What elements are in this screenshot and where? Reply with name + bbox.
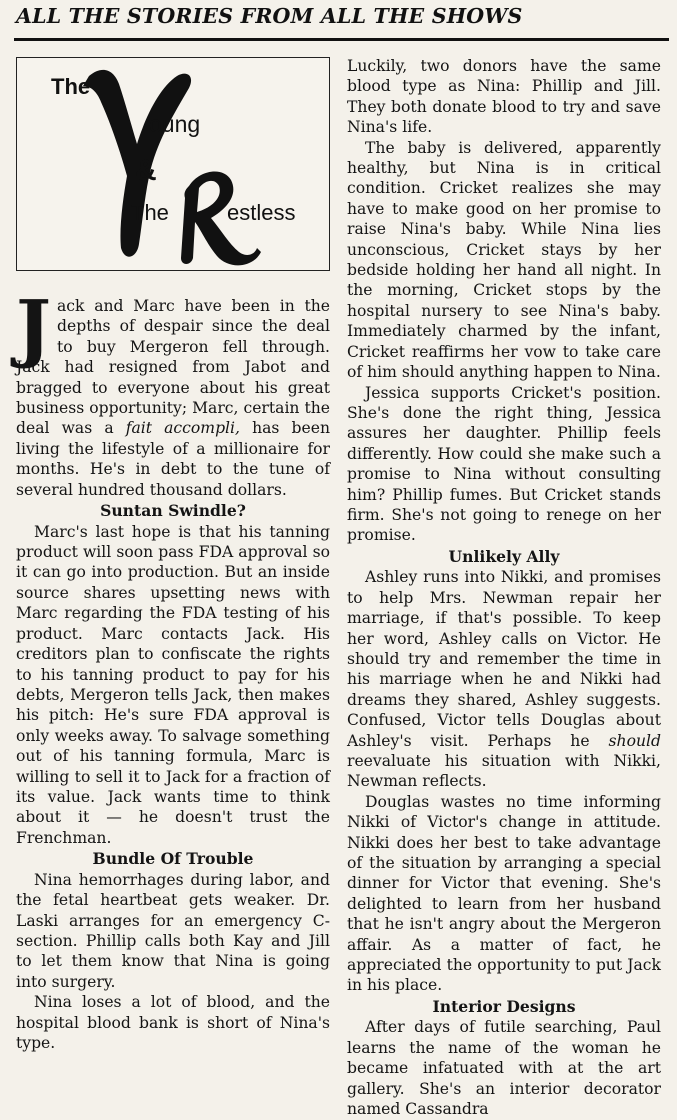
ally-text-after: reevaluate his situation with Nikki, Newman reflects. <box>347 752 661 791</box>
bundle-paragraph-4: The baby is delivered, apparently healthy, but Nina is in critical condition. Cricket realizes she may have to make good on her promise to raise Nina's baby. While Nina lies unconscious, Cricket stays by her bedside holding her hand all night. In the morning, Cricket stops by the hospital nursery to see Nina's baby. Immediately charmed by the infant, Cricket reaffirms her vow to take care of him should anything happen to Nina. <box>347 138 661 382</box>
intro-italic: fait accompli, <box>125 419 240 438</box>
intro-text-after: has been living the lifestyle of a millionaire for months. He's in debt to the tune of several hundred thousand dollars. <box>16 419 330 499</box>
bundle-paragraph-3: Luckily, two donors have the same blood type as Nina: Phillip and Jill. They both donate blood to try and save Nina's life. <box>347 57 661 137</box>
ally-paragraph-1 <box>347 567 661 791</box>
interior-paragraph: After days of futile searching, Paul learns the name of the woman he became infatuated with at the art gallery. She's an interior decorator named Cassandra <box>347 1018 661 1119</box>
heading-bundle-of-trouble: Bundle Of Trouble <box>92 849 254 869</box>
intro-dropcap: J <box>16 285 52 371</box>
bundle-paragraph-2: Nina loses a lot of blood, and the hospital blood bank is short of Nina's type. <box>16 993 330 1052</box>
logo-text-the-top: The <box>51 74 91 99</box>
ally-paragraph-2: Douglas wastes no time informing Nikki of Victor's change in attitude. Nikki does her best to take advantage of the situation by arranging a special dinner for Victor that evening. She's delighted to learn from her husband that he isn't angry about the Mergeron affair. As a matter of fact, he appreciated the opportunity to put Jack in his place. <box>347 792 661 995</box>
logo-text-the-bottom: The <box>131 200 169 225</box>
suntan-paragraph: Marc's last hope is that his tanning product will soon pass FDA approval so it can go into production. But an inside source shares upsetting news with Marc regarding the FDA testing of his product. Marc contacts Jack. His creditors plan to confiscate the rights to his tanning product to pay for his debts, Mergeron tells Jack, then makes his pitch: He's sure FDA approval is only weeks away. To salvage something out of his tanning formula, Marc is willing to sell it to Jack for a fraction of its value. Jack wants time to think about it — he doesn't trust the Frenchman. <box>16 522 330 847</box>
ally-italic: should <box>608 731 661 750</box>
heading-unlikely-ally: Unlikely Ally <box>448 546 560 566</box>
logo-ampersand: & <box>135 154 157 187</box>
intro-text: ack and Marc have been in the depths of despair since the deal to buy Mergeron fell through. Jack had resigned from Jabot and bragged to everyone about his great business opportunity; Marc, certain the deal was a <box>16 297 330 438</box>
bundle-paragraph-1: Nina hemorrhages during labor, and the fetal heartbeat gets weaker. Dr. Laski arranges for an emergency C-section. Phillip calls both Kay and Jill to let them know that Nina is going into surgery. <box>16 870 330 991</box>
show-logo <box>16 57 330 271</box>
page-header-title: ALL THE STORIES FROM ALL THE SHOWS <box>16 4 523 28</box>
heading-interior-designs: Interior Designs <box>432 996 576 1016</box>
logo-artwork <box>17 58 328 269</box>
ally-text-before: Ashley runs into Nikki, and promises to help Mrs. Newman repair her marriage, if that's possible. To keep her word, Ashley calls on Victor. He should try and remember the time in his marriage when he and Nikki had dreams they shared, Ashley suggests. Confused, Victor tells Douglas about Ashley's visit. Perhaps he <box>347 568 661 750</box>
intro-paragraph <box>16 285 330 500</box>
logo-text-oung: oung <box>149 111 201 137</box>
heading-suntan-swindle: Suntan Swindle? <box>100 501 246 521</box>
bundle-paragraph-5: Jessica supports Cricket's position. She's done the right thing, Jessica assures her daughter. Phillip feels differently. How could she make such a promise to Nina without consulting him? Phillip fumes. But Cricket stands firm. She's not going to renege on her promise. <box>347 383 661 545</box>
logo-text-estless: estless <box>227 200 296 225</box>
article-column-left <box>16 285 330 1053</box>
article-column-right <box>347 56 661 1120</box>
header-divider <box>14 38 669 41</box>
